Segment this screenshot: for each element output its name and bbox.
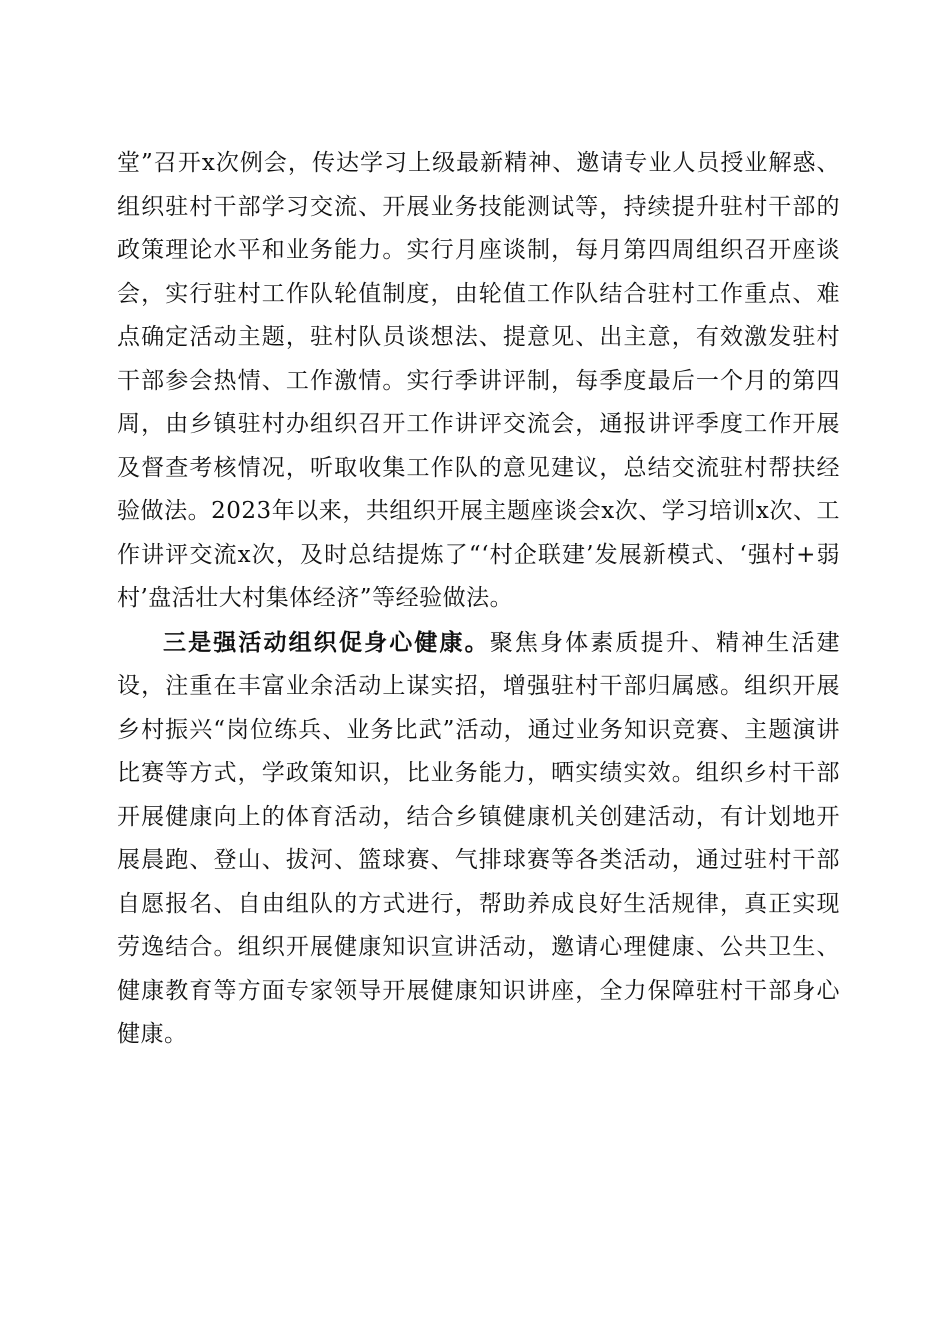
document-body <box>117 142 840 1057</box>
paragraph-2 <box>117 621 840 1057</box>
paragraph-1: 堂”召开x次例会，传达学习上级最新精神、邀请专业人员授业解惑、组织驻村干部学习交流、开展业务技能测试等，持续提升驻村干部的政策理论水平和业务能力。实行月座谈制，每月第四周组织召开座谈会，实行驻村工作队轮值制度，由轮值工作队结合驻村工作重点、难点确定活动主题，驻村队员谈想法、提意见、出主意，有效激发驻村干部参会热情、工作激情。实行季讲评制，每季度最后一个月的第四周，由乡镇驻村办组织召开工作讲评交流会，通报讲评季度工作开展及督查考核情况，听取收集工作队的意见建议，总结交流驻村帮扶经验做法。2023年以来，共组织开展主题座谈会x次、学习培训x次、工作讲评交流x次，及时总结提炼了“‘村企联建’发展新模式、‘强村+弱村’盘活壮大村集体经济”等经验做法。 <box>117 150 840 611</box>
paragraph-2-body: 聚焦身体素质提升、精神生活建设，注重在丰富业余活动上谋实招，增强驻村干部归属感。组织开展乡村振兴“岗位练兵、业务比武”活动，通过业务知识竞赛、主题演讲比赛等方式，学政策知识，比业务能力，晒实绩实效。组织乡村干部开展健康向上的体育活动，结合乡镇健康机关创建活动，有计划地开展晨跑、登山、拔河、篮球赛、气排球赛等各类活动，通过驻村干部自愿报名、自由组队的方式进行，帮助养成良好生活规律，真正实现劳逸结合。组织开展健康知识宣讲活动，邀请心理健康、公共卫生、健康教育等方面专家领导开展健康知识讲座，全力保障驻村干部身心健康。 <box>117 629 841 1047</box>
paragraph-2-lead: 三是强活动组织促身心健康。 <box>163 628 490 656</box>
